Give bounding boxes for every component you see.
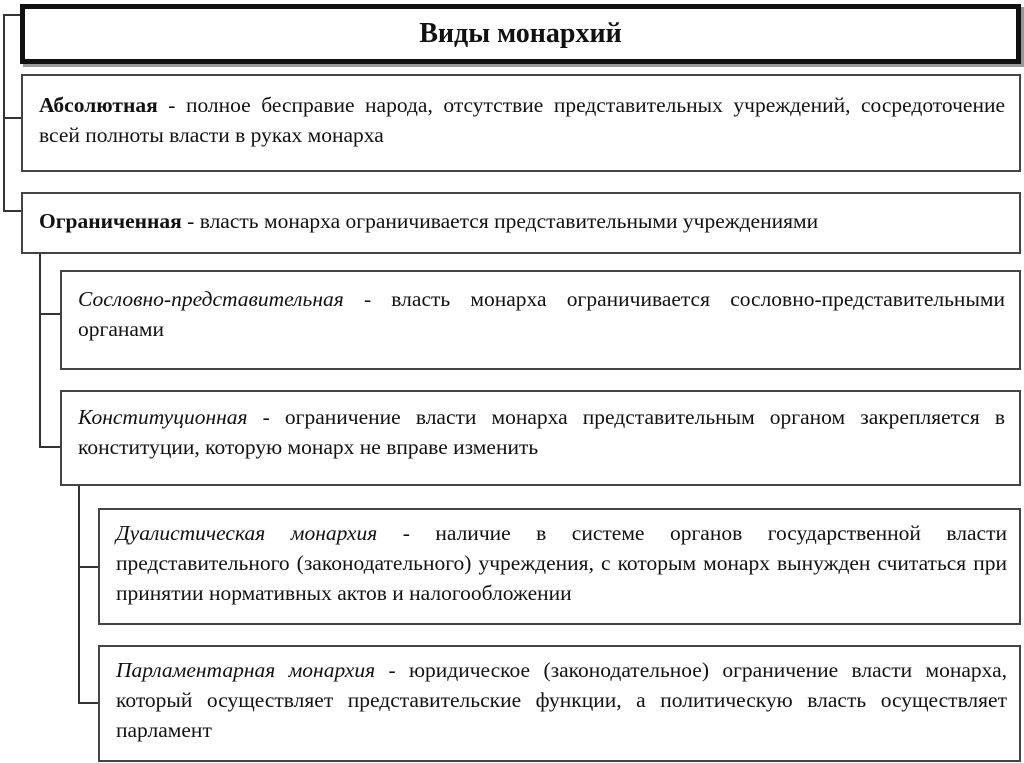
dualistic-monarchy-box	[98, 508, 1021, 625]
constitutional-text	[78, 402, 1005, 462]
limited-monarchy-text	[39, 206, 1005, 236]
connector-constitutional	[39, 446, 60, 448]
absolute-monarchy-definition: - полное бесправие народа, отсутствие представительных учреждений, сосредоточение всей полноты власти в руках монарха	[39, 93, 1005, 147]
connector-parliamentary	[78, 702, 98, 704]
limited-monarchy-definition: - власть монарха ограничивается представительными учреждениями	[181, 209, 819, 233]
dualistic-monarchy-text	[116, 518, 1007, 608]
limited-monarchy-box	[21, 192, 1021, 254]
connector-constitutional-vertical	[78, 486, 80, 704]
connector-root-top	[3, 14, 21, 16]
absolute-monarchy-text	[39, 90, 1005, 150]
constitutional-box	[60, 390, 1021, 486]
dualistic-monarchy-definition: - наличие в системе органов государственной власти представительного (законодательного) учреждения, с которым монарх вынужден считаться при принятии нормативных актов и налогообложении	[116, 521, 1008, 605]
absolute-monarchy-term: Абсолютная	[39, 93, 158, 117]
diagram-title-box	[20, 4, 1021, 64]
parliamentary-monarchy-definition: - юридическое (законодательное) ограничение власти монарха, который осуществляет представительские функции, а политическую власть осуществляет парламент	[116, 658, 1008, 742]
connector-root-vertical	[3, 14, 5, 212]
connector-absolute	[3, 117, 21, 119]
connector-estate	[39, 313, 60, 315]
limited-monarchy-term: Ограниченная	[39, 209, 182, 233]
estate-representative-box	[60, 270, 1021, 370]
estate-representative-definition: - власть монарха ограничивается сословно-представительными органами	[78, 287, 1005, 341]
parliamentary-monarchy-box	[98, 645, 1021, 762]
estate-representative-term: Сословно-представительная	[78, 287, 344, 311]
parliamentary-monarchy-term: Парламентарная монархия	[116, 658, 376, 682]
diagram-title: Виды монархий	[419, 18, 622, 49]
dualistic-monarchy-term: Дуалистическая монархия	[116, 521, 378, 545]
absolute-monarchy-box	[21, 74, 1021, 172]
connector-limited-vertical	[39, 254, 41, 448]
connector-dualistic	[78, 566, 98, 568]
constitutional-term: Конституционная	[78, 405, 248, 429]
constitutional-definition: - ограничение власти монарха представительным органом закрепляется в конституции, которую монарх не вправе изменить	[78, 405, 1005, 459]
connector-limited	[3, 210, 21, 212]
estate-representative-text	[78, 284, 1005, 344]
parliamentary-monarchy-text	[116, 655, 1007, 745]
